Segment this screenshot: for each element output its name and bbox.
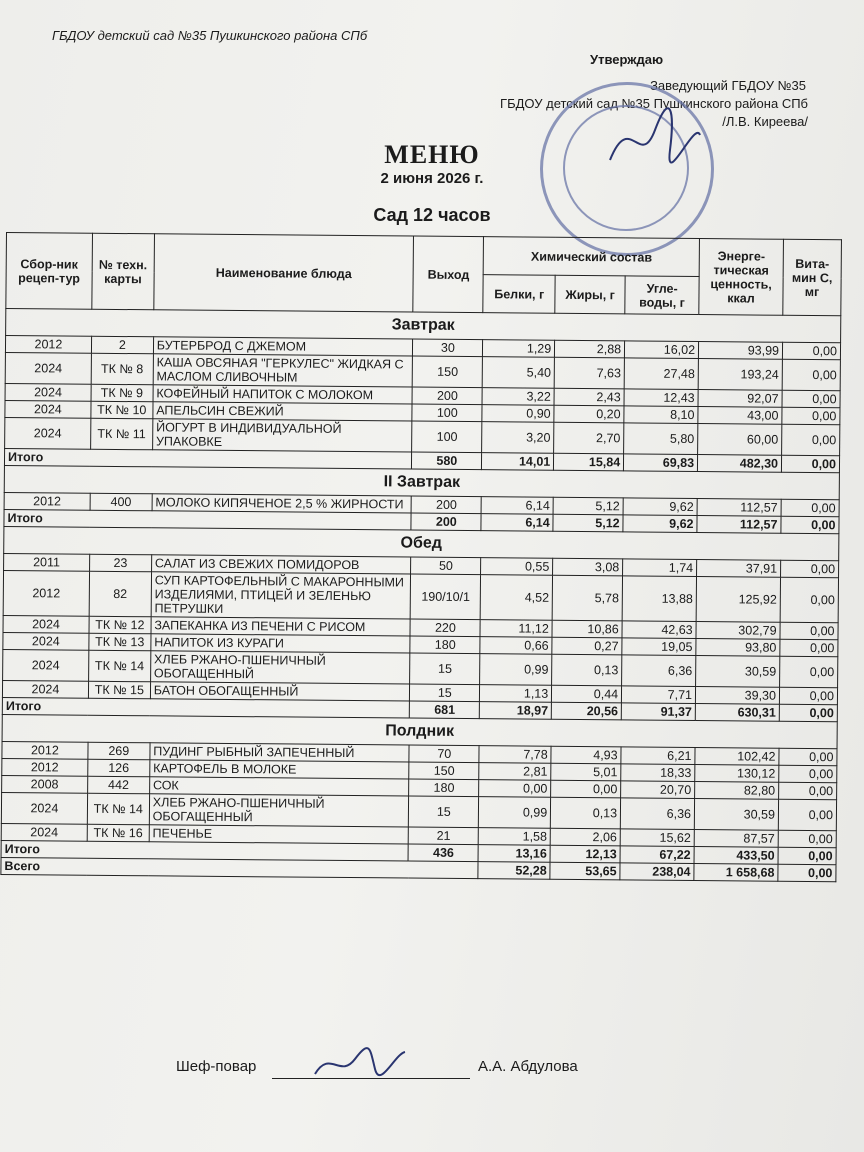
total-label: Итого: [2, 697, 410, 718]
total-carbs: 9,62: [623, 515, 697, 533]
total-carbs: 69,83: [624, 454, 698, 472]
total-output: 681: [410, 701, 480, 719]
menu-table: [0, 232, 842, 882]
dish-name: ЙОГУРТ В ИНДИВИДУАЛЬНОЙ УПАКОВКЕ: [152, 419, 412, 452]
approve-label: Утверждаю: [590, 52, 664, 67]
tech-card-number: ТК № 12: [89, 616, 151, 634]
total-energy: 112,57: [697, 516, 781, 534]
tech-card-number: ТК № 14: [88, 650, 150, 682]
header-dish-name: Наименование блюда: [154, 234, 414, 312]
dish-name: СУП КАРТОФЕЛЬНЫЙ С МАКАРОННЫМИ ИЗДЕЛИЯМИ, ПТИЦЕЙ И ЗЕЛЕНЬЮ ПЕТРУШКИ: [151, 572, 411, 619]
header-energy: Энерге-тическая ценность, ккал: [699, 239, 784, 316]
dish-output: 70: [409, 745, 479, 763]
dish-name: БАТОН ОБОГАЩЕННЫЙ: [150, 682, 410, 701]
carbs-value: 15,62: [620, 829, 694, 847]
protein-value: 1,29: [483, 340, 555, 358]
energy-value: 130,12: [695, 765, 779, 783]
fat-value: 5,78: [552, 575, 622, 621]
table-row: [3, 570, 838, 622]
energy-value: 39,30: [695, 687, 779, 705]
fat-value: 2,70: [554, 422, 624, 454]
vitamin-c-value: 0,00: [782, 359, 840, 391]
grand-total-energy: 1 658,68: [694, 864, 778, 882]
vitamin-c-value: 0,00: [782, 390, 840, 408]
energy-value: 82,80: [695, 782, 779, 800]
section-title: Обед: [4, 526, 839, 560]
recipe-collection: 2024: [3, 632, 89, 650]
dish-output: 30: [413, 339, 483, 357]
section-title: Завтрак: [6, 309, 841, 343]
chef-label: Шеф-повар: [176, 1058, 257, 1075]
protein-value: 1,13: [480, 685, 552, 703]
vitamin-c-value: 0,00: [781, 560, 839, 578]
energy-value: 193,24: [698, 359, 782, 391]
vitamin-c-value: 0,00: [782, 424, 840, 456]
total-output: 580: [412, 452, 482, 470]
dish-name: СОК: [149, 777, 409, 796]
dish-name: КАРТОФЕЛЬ В МОЛОКЕ: [150, 760, 410, 779]
dish-output: 200: [412, 387, 482, 405]
grand-total-carbs: 238,04: [620, 863, 694, 881]
recipe-collection: 2012: [2, 758, 88, 776]
fat-value: 2,06: [550, 828, 620, 846]
tech-card-number: 126: [88, 759, 150, 777]
protein-value: 0,55: [481, 558, 553, 576]
grand-total-protein: 52,28: [478, 862, 550, 880]
dish-name: НАПИТОК ИЗ КУРАГИ: [151, 634, 411, 653]
vitamin-c-value: 0,00: [780, 639, 838, 657]
total-vitamin-c: 0,00: [778, 847, 836, 865]
dish-name: КОФЕЙНЫЙ НАПИТОК С МОЛОКОМ: [153, 385, 413, 404]
vitamin-c-value: 0,00: [781, 499, 839, 517]
energy-value: 37,91: [697, 560, 781, 578]
tech-card-number: ТК № 8: [91, 353, 153, 385]
approve-position: Заведующий ГБДОУ №35: [650, 78, 806, 93]
recipe-collection: 2008: [2, 775, 88, 793]
vitamin-c-value: 0,00: [779, 687, 837, 705]
vitamin-c-value: 0,00: [779, 748, 837, 766]
recipe-collection: 2024: [2, 680, 88, 698]
fat-value: 0,13: [552, 654, 622, 686]
total-vitamin-c: 0,00: [779, 704, 837, 722]
protein-value: 7,78: [479, 746, 551, 764]
fat-value: 10,86: [552, 620, 622, 638]
chef-name: А.А. Абдулова: [478, 1058, 578, 1075]
recipe-collection: 2024: [5, 352, 91, 384]
fat-value: 0,13: [551, 797, 621, 829]
recipe-collection: 2024: [3, 649, 89, 681]
energy-value: 43,00: [698, 407, 782, 425]
protein-value: 5,40: [482, 357, 554, 389]
vitamin-c-value: 0,00: [782, 407, 840, 425]
dish-output: 15: [410, 684, 480, 702]
total-label: Итого: [4, 509, 412, 530]
fat-value: 3,08: [553, 558, 623, 576]
vitamin-c-value: 0,00: [780, 622, 838, 640]
fat-value: 5,12: [553, 497, 623, 515]
carbs-value: 7,71: [622, 686, 696, 704]
vitamin-c-value: 0,00: [778, 799, 836, 831]
total-protein: 18,97: [480, 702, 552, 720]
tech-card-number: ТК № 10: [91, 401, 153, 419]
header-collection: Сбор-ник рецеп-тур: [6, 233, 93, 310]
dish-name: ПЕЧЕНЬЕ: [149, 825, 409, 844]
carbs-value: 13,88: [622, 576, 696, 622]
total-energy: 433,50: [694, 847, 778, 865]
total-output: 436: [408, 844, 478, 862]
header-tech-card: № техн. карты: [92, 233, 155, 310]
protein-value: 3,20: [482, 422, 554, 454]
carbs-value: 1,74: [623, 559, 697, 577]
dish-output: 200: [411, 496, 481, 514]
header-vitamin-c: Вита-мин С, мг: [783, 239, 842, 316]
total-fat: 12,13: [550, 845, 620, 863]
fat-value: 0,20: [554, 405, 624, 423]
tech-card-number: ТК № 9: [91, 384, 153, 402]
protein-value: 2,81: [479, 763, 551, 781]
dish-name: ПУДИНГ РЫБНЫЙ ЗАПЕЧЕННЫЙ: [150, 743, 410, 762]
dish-name: ХЛЕБ РЖАНО-ПШЕНИЧНЫЙ ОБОГАЩЕННЫЙ: [149, 794, 409, 827]
energy-value: 87,57: [694, 830, 778, 848]
recipe-collection: 2024: [1, 792, 87, 824]
energy-value: 93,99: [699, 342, 783, 360]
carbs-value: 5,80: [624, 423, 698, 455]
carbs-value: 6,36: [622, 655, 696, 687]
dish-output: 180: [409, 779, 479, 797]
tech-card-number: ТК № 16: [87, 824, 149, 842]
carbs-value: 18,33: [621, 764, 695, 782]
document-date: 2 июня 2026 г.: [380, 170, 484, 187]
energy-value: 102,42: [695, 748, 779, 766]
total-label: Итого: [4, 448, 412, 469]
approve-signatory: /Л.В. Киреева/: [722, 114, 808, 129]
carbs-value: 6,21: [621, 747, 695, 765]
fat-value: 0,44: [552, 685, 622, 703]
document-subtitle: Сад 12 часов: [373, 205, 491, 225]
carbs-value: 6,36: [620, 798, 694, 830]
vitamin-c-value: 0,00: [782, 342, 840, 360]
tech-card-number: 2: [91, 336, 153, 354]
energy-value: 92,07: [698, 390, 782, 408]
energy-value: 30,59: [694, 799, 778, 831]
tech-card-number: 400: [90, 493, 152, 511]
fat-value: 2,88: [555, 340, 625, 358]
recipe-collection: 2011: [4, 553, 90, 571]
carbs-value: 42,63: [622, 621, 696, 639]
header-chemical-composition: Химический состав: [483, 237, 699, 277]
recipe-collection: 2024: [5, 417, 91, 449]
tech-card-number: ТК № 14: [87, 793, 149, 825]
dish-name: БУТЕРБРОД С ДЖЕМОМ: [153, 337, 413, 356]
total-fat: 5,12: [553, 514, 623, 532]
fat-value: 0,27: [552, 637, 622, 655]
recipe-collection: 2012: [5, 336, 91, 354]
protein-value: 0,66: [480, 637, 552, 655]
dish-output: 100: [412, 404, 482, 422]
tech-card-number: 82: [89, 571, 151, 617]
protein-value: 11,12: [480, 620, 552, 638]
recipe-collection: 2012: [4, 492, 90, 510]
carbs-value: 20,70: [621, 781, 695, 799]
protein-value: 0,99: [479, 797, 551, 829]
dish-output: 190/10/1: [411, 574, 481, 620]
total-energy: 482,30: [698, 455, 782, 473]
energy-value: 125,92: [696, 577, 780, 623]
energy-value: 60,00: [698, 424, 782, 456]
dish-output: 15: [410, 653, 480, 685]
dish-output: 100: [412, 421, 482, 453]
carbs-value: 8,10: [624, 406, 698, 424]
total-fat: 15,84: [554, 453, 624, 471]
dish-output: 21: [409, 827, 479, 845]
protein-value: 0,00: [479, 780, 551, 798]
energy-value: 302,79: [696, 622, 780, 640]
fat-value: 4,93: [551, 746, 621, 764]
dish-output: 180: [410, 636, 480, 654]
total-label: Итого: [1, 840, 409, 861]
total-output: 200: [411, 513, 481, 531]
total-carbs: 91,37: [621, 703, 695, 721]
dish-name: КАША ОВСЯНАЯ "ГЕРКУЛЕС" ЖИДКАЯ С МАСЛОМ СЛИВОЧНЫМ: [153, 354, 413, 387]
dish-name: МОЛОКО КИПЯЧЕНОЕ 2,5 % ЖИРНОСТИ: [152, 494, 412, 513]
vitamin-c-value: 0,00: [779, 765, 837, 783]
carbs-value: 12,43: [624, 389, 698, 407]
tech-card-number: ТК № 11: [90, 418, 152, 450]
protein-value: 0,99: [480, 654, 552, 686]
total-vitamin-c: 0,00: [781, 455, 839, 473]
recipe-collection: 2012: [2, 741, 88, 759]
protein-value: 3,22: [482, 388, 554, 406]
fat-value: 2,43: [554, 388, 624, 406]
fat-value: 0,00: [551, 780, 621, 798]
protein-value: 0,90: [482, 405, 554, 423]
header-carbs: Угле-воды, г: [625, 276, 699, 315]
tech-card-number: 23: [89, 554, 151, 572]
carbs-value: 19,05: [622, 638, 696, 656]
grand-total-vitamin-c: 0,00: [778, 864, 836, 882]
recipe-collection: 2024: [3, 615, 89, 633]
dish-name: ЗАПЕКАНКА ИЗ ПЕЧЕНИ С РИСОМ: [151, 617, 411, 636]
grand-total-fat: 53,65: [550, 862, 620, 880]
dish-output: 150: [409, 762, 479, 780]
total-vitamin-c: 0,00: [781, 516, 839, 534]
document-title: МЕНЮ: [384, 140, 480, 169]
energy-value: 93,80: [696, 639, 780, 657]
recipe-collection: 2012: [3, 570, 89, 616]
dish-output: 15: [409, 796, 479, 828]
dish-output: 50: [411, 557, 481, 575]
protein-value: 1,58: [478, 828, 550, 846]
approve-organization: ГБДОУ детский сад №35 Пушкинского района СПб: [500, 96, 808, 111]
dish-name: САЛАТ ИЗ СВЕЖИХ ПОМИДОРОВ: [151, 555, 411, 574]
vitamin-c-value: 0,00: [780, 656, 838, 688]
organization-header: ГБДОУ детский сад №35 Пушкинского района СПб: [52, 28, 368, 43]
tech-card-number: ТК № 15: [88, 681, 150, 699]
protein-value: 4,52: [480, 575, 552, 621]
carbs-value: 16,02: [625, 341, 699, 359]
total-fat: 20,56: [552, 702, 622, 720]
energy-value: 112,57: [697, 499, 781, 517]
tech-card-number: 442: [87, 776, 149, 794]
protein-value: 6,14: [481, 497, 553, 515]
total-carbs: 67,22: [620, 846, 694, 864]
vitamin-c-value: 0,00: [780, 577, 838, 623]
vitamin-c-value: 0,00: [779, 782, 837, 800]
vitamin-c-value: 0,00: [778, 830, 836, 848]
dish-output: 220: [410, 619, 480, 637]
carbs-value: 27,48: [624, 358, 698, 390]
dish-name: АПЕЛЬСИН СВЕЖИЙ: [153, 402, 413, 421]
total-protein: 13,16: [478, 845, 550, 863]
recipe-collection: 2024: [5, 400, 91, 418]
energy-value: 30,59: [696, 656, 780, 688]
tech-card-number: 269: [88, 742, 150, 760]
recipe-collection: 2024: [5, 383, 91, 401]
total-protein: 14,01: [482, 453, 554, 471]
carbs-value: 9,62: [623, 498, 697, 516]
total-energy: 630,31: [695, 704, 779, 722]
grand-total-label: Всего: [1, 857, 478, 878]
fat-value: 7,63: [554, 357, 624, 389]
total-protein: 6,14: [481, 514, 553, 532]
header-fat: Жиры, г: [555, 275, 625, 314]
section-title: Полдник: [2, 714, 837, 748]
fat-value: 5,01: [551, 763, 621, 781]
recipe-collection: 2024: [1, 823, 87, 841]
dish-name: ХЛЕБ РЖАНО-ПШЕНИЧНЫЙ ОБОГАЩЕННЫЙ: [150, 651, 410, 684]
dish-output: 150: [413, 356, 483, 388]
section-title: II Завтрак: [4, 465, 839, 499]
header-output: Выход: [413, 236, 484, 313]
tech-card-number: ТК № 13: [89, 633, 151, 651]
chef-signature: [310, 1044, 410, 1084]
header-protein: Белки, г: [483, 275, 555, 314]
